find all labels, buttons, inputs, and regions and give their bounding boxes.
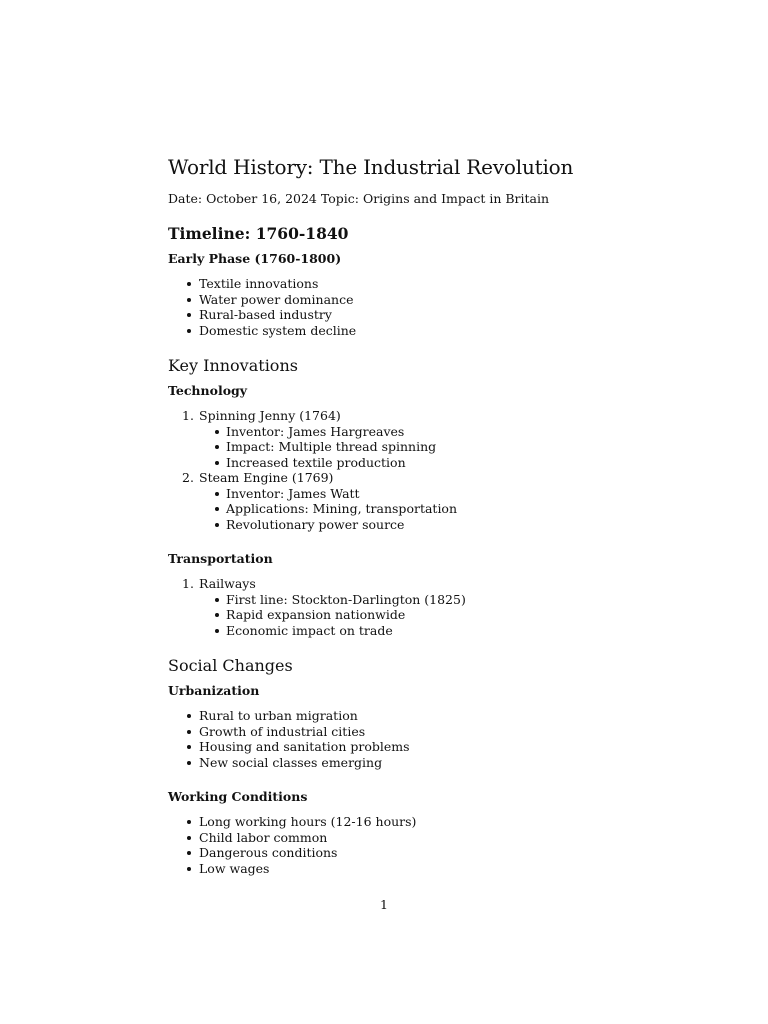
sub-list bbox=[199, 486, 608, 533]
list-item: Growth of industrial cities bbox=[168, 724, 608, 740]
sub-list-item: Revolutionary power source bbox=[199, 517, 608, 533]
list-item-label: Spinning Jenny (1764) bbox=[199, 408, 341, 423]
list-number: 1. bbox=[182, 408, 194, 423]
subsection-urbanization-heading: Urbanization bbox=[168, 683, 260, 698]
list-item-label: Steam Engine (1769) bbox=[199, 470, 334, 485]
subsection-transportation-heading: Transportation bbox=[168, 551, 273, 566]
list-item: Textile innovations bbox=[168, 276, 608, 292]
sub-list bbox=[199, 592, 608, 639]
subsection-early-phase-heading: Early Phase (1760-1800) bbox=[168, 251, 342, 266]
list-item-label: Railways bbox=[199, 576, 256, 591]
list-item: New social classes emerging bbox=[168, 755, 608, 771]
list-item: Housing and sanitation problems bbox=[168, 739, 608, 755]
sub-list-item: Increased textile production bbox=[199, 455, 608, 471]
sub-list-item: Inventor: James Hargreaves bbox=[199, 424, 608, 440]
list-item: Domestic system decline bbox=[168, 323, 608, 339]
sub-list bbox=[199, 424, 608, 471]
list-number: 1. bbox=[182, 576, 194, 591]
technology-list bbox=[168, 408, 608, 532]
sub-list-item: Impact: Multiple thread spinning bbox=[199, 439, 608, 455]
list-item: Child labor common bbox=[168, 830, 608, 846]
list-number: 2. bbox=[182, 470, 194, 485]
working-conditions-list bbox=[168, 814, 608, 876]
subsection-technology-heading: Technology bbox=[168, 383, 248, 398]
sub-list-item: Applications: Mining, transportation bbox=[199, 501, 608, 517]
list-item bbox=[168, 576, 608, 638]
list-item: Low wages bbox=[168, 861, 608, 877]
document-title: World History: The Industrial Revolution bbox=[168, 155, 574, 179]
document-meta: Date: October 16, 2024 Topic: Origins and Impact in Britain bbox=[168, 191, 550, 206]
section-key-innovations-heading: Key Innovations bbox=[168, 356, 298, 375]
sub-list-item: Rapid expansion nationwide bbox=[199, 607, 608, 623]
urbanization-list bbox=[168, 708, 608, 770]
early-phase-list bbox=[168, 276, 608, 338]
list-item: Long working hours (12-16 hours) bbox=[168, 814, 608, 830]
list-item bbox=[168, 470, 608, 532]
page-number: 1 bbox=[380, 897, 388, 912]
document-page bbox=[168, 154, 608, 876]
section-timeline-heading: Timeline: 1760-1840 bbox=[168, 224, 349, 243]
sub-list-item: Inventor: James Watt bbox=[199, 486, 608, 502]
list-item: Rural-based industry bbox=[168, 307, 608, 323]
section-social-changes-heading: Social Changes bbox=[168, 656, 293, 675]
list-item: Dangerous conditions bbox=[168, 845, 608, 861]
transportation-list bbox=[168, 576, 608, 638]
list-item: Water power dominance bbox=[168, 292, 608, 308]
subsection-working-conditions-heading: Working Conditions bbox=[168, 789, 308, 804]
sub-list-item: First line: Stockton-Darlington (1825) bbox=[199, 592, 608, 608]
list-item bbox=[168, 408, 608, 470]
list-item: Rural to urban migration bbox=[168, 708, 608, 724]
sub-list-item: Economic impact on trade bbox=[199, 623, 608, 639]
